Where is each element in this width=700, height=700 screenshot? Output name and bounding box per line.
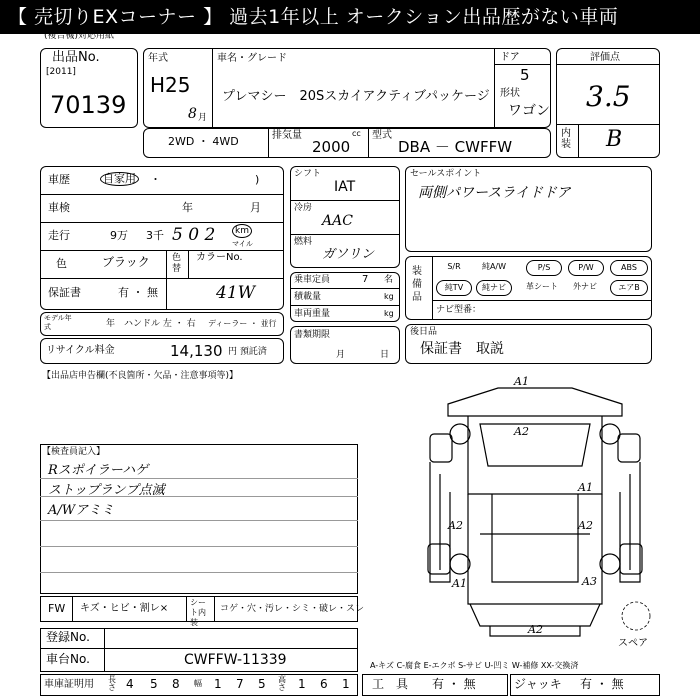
equip-alloy: 純A/W [481, 262, 507, 271]
equip-navi: 純ナビ [476, 280, 512, 296]
doc-deadline-day: 日 [380, 350, 390, 360]
inspection-label: 車検 [48, 201, 70, 214]
equip-sr: S/R [447, 262, 461, 271]
inspector-line-1: Rスポイラーハゲ [48, 463, 149, 478]
inspector-line-2: ストップランプ点滅 [48, 483, 165, 498]
cert-width-3: 5 [258, 677, 266, 691]
load-label: 積載量 [294, 292, 322, 302]
history-label: 車歴 [48, 173, 70, 186]
shift-label: シフト [294, 169, 322, 179]
equip-tv: 純TV [436, 280, 472, 296]
displacement-value: 2000 [312, 138, 351, 156]
model-code-label: 型式 [372, 130, 392, 141]
cert-length-2: 5 [150, 677, 158, 691]
color-code-label: カラーNo. [196, 252, 243, 263]
warranty-value: 有 ・ 無 [118, 286, 158, 299]
capacity-label: 乗車定員 [294, 275, 331, 285]
interior-label: 内装 [561, 128, 571, 150]
model-row-label: モデル年式 [44, 314, 72, 331]
body-shape-label: 形状 [500, 88, 520, 99]
ac-value: AAC [322, 213, 353, 229]
doors-value: 5 [520, 66, 530, 84]
color-value: ブラック [102, 255, 150, 269]
tools-value: 有 ・ 無 [432, 677, 476, 691]
mileage-unit: km [232, 224, 252, 238]
warranty-label: 保証書 [48, 286, 81, 299]
inspection-month: 月 [250, 201, 261, 214]
car-name-label: 車名・グレード [217, 53, 287, 64]
body-shape-value: ワゴン [508, 103, 550, 119]
mileage-sen: 3千 [146, 229, 164, 242]
cert-length-1: 4 [126, 677, 134, 691]
mileage-man: 9万 [110, 229, 128, 242]
weight-unit: kg [384, 309, 394, 318]
navi-model-label: ナビ型番： [436, 305, 482, 315]
damage-mark-7: A1 [452, 577, 467, 590]
damage-mark-3: A1 [578, 481, 593, 494]
inspector-line-3: A/Wアミミ [48, 503, 115, 518]
cert-width-2: 7 [236, 677, 244, 691]
sales-point-label: セールスポイント [410, 169, 482, 179]
lot-year-stamp: [2011] [46, 67, 76, 77]
tools-label: 工 具 [372, 677, 409, 691]
displacement-unit: cc [352, 129, 361, 138]
jack-value: 有 ・ 無 [580, 677, 624, 691]
cert-height-1: 1 [298, 677, 306, 691]
displacement-label: 排気量 [272, 130, 302, 141]
interior-fw-items: キズ・ヒビ・割レ× [80, 603, 169, 614]
year-month-suffix: 月 [198, 113, 208, 123]
model-row-year: 年 [106, 319, 116, 329]
after-goods-label: 後日品 [410, 327, 438, 337]
garage-cert-label: 車庫証明用 [44, 679, 94, 690]
load-unit: kg [384, 292, 394, 301]
after-goods-value: 保証書 取説 [420, 341, 504, 357]
sales-point-value: 両側パワースライドドア [418, 185, 571, 201]
doc-deadline-label: 書類期限 [294, 330, 331, 340]
recycle-unit: 円 預託済 [228, 347, 267, 357]
mileage-unit2: マイル [232, 240, 253, 248]
drive-value: 2WD ・ 4WD [168, 135, 239, 148]
model-row-handle: ハンドル 左 ・ 右 [124, 319, 196, 329]
damage-legend: A-キズ C-腐食 E-エクボ S-サビ U-凹ミ W-補修 XX-交換済 [370, 661, 579, 670]
doc-deadline-month: 月 [336, 350, 346, 360]
damage-mark-4: A2 [448, 519, 463, 532]
equipment-label: 装備品 [412, 266, 422, 303]
equip-leather: 革シート [526, 282, 558, 291]
car-name-value: プレマシー 20Sスカイアクティブパッケージ [222, 89, 490, 104]
equip-pw: P/W [568, 260, 604, 276]
history-value: 自家用 [100, 172, 139, 186]
color-change-label: 色替 [172, 253, 182, 274]
damage-mark-2: A2 [514, 425, 529, 438]
cert-height-2: 6 [320, 677, 328, 691]
fuel-value: ガソリン [322, 247, 375, 262]
equip-airbag: エアB [610, 280, 648, 296]
spare-label: スペア [618, 638, 648, 649]
shift-value: IAT [334, 179, 356, 195]
model-code-value: DBA － CWFFW [398, 138, 513, 156]
cert-length-3: 8 [172, 677, 180, 691]
weight-label: 車両重量 [294, 309, 331, 319]
damage-mark-5: A2 [578, 519, 593, 532]
interior-seat-items: コゲ・穴・汚レ・シミ・破レ・スレ [220, 604, 365, 614]
history-close: ) [255, 173, 260, 186]
era-year: H25 [150, 73, 191, 97]
score-label: 評価点 [590, 52, 620, 63]
capacity-value: 7 [362, 274, 369, 285]
history-suffix: ・ [150, 173, 161, 186]
damage-mark-8: A2 [528, 623, 543, 636]
lot-label: 出品No. [52, 50, 100, 65]
equip-aftermarket-navi: 外ナビ [573, 282, 597, 291]
header-note: (複合機)対応用紙 [44, 31, 115, 41]
mileage-label: 走行 [48, 229, 70, 242]
banner-title: 【 売切りEXコーナー 】 過去1年以上 オークション出品歴がない車両 [0, 0, 700, 34]
recycle-label: リサイクル料金 [46, 345, 115, 356]
inspection-year: 年 [182, 201, 193, 214]
equip-ps: P/S [526, 260, 562, 276]
cert-width-label: 幅 [194, 679, 202, 688]
year-month: 8 [188, 106, 197, 122]
chassis-label: 車台No. [46, 652, 90, 666]
cert-height-3: 1 [342, 677, 350, 691]
cert-width-1: 1 [214, 677, 222, 691]
interior-fw: FW [48, 602, 66, 615]
ac-label: 冷房 [294, 203, 313, 213]
recycle-value: 14,130 [170, 342, 223, 360]
registration-label: 登録No. [46, 630, 90, 644]
cert-length-label: 長さ [108, 675, 116, 692]
equip-abs: ABS [610, 260, 648, 276]
fuel-label: 燃料 [294, 237, 313, 247]
capacity-unit: 名 [384, 275, 394, 285]
seller-notes-label: 【出品店申告欄(不良箇所・欠品・注意事項等)】 [42, 371, 239, 381]
mileage-handwritten: 5 0 2 [172, 225, 216, 245]
interior-seat-label: シート内装 [190, 598, 206, 627]
doors-label: ドア [500, 52, 520, 63]
jack-label: ジャッキ [514, 677, 562, 691]
damage-mark-6: A3 [582, 575, 597, 588]
color-label: 色 [56, 257, 67, 270]
score-value: 3.5 [586, 80, 631, 113]
inspector-label: 【検査員記入】 [42, 447, 106, 457]
lot-number: 70139 [50, 91, 127, 119]
color-code-value: 41W [216, 283, 256, 303]
cert-height-label: 高さ [278, 675, 286, 692]
interior-value: B [606, 127, 623, 152]
car-damage-diagram [410, 374, 660, 644]
chassis-value: CWFFW-11339 [184, 652, 287, 668]
model-row-dealer: ディーラー ・ 並行 [208, 319, 277, 328]
damage-mark-1: A1 [514, 375, 529, 388]
year-label: 年式 [148, 53, 168, 64]
